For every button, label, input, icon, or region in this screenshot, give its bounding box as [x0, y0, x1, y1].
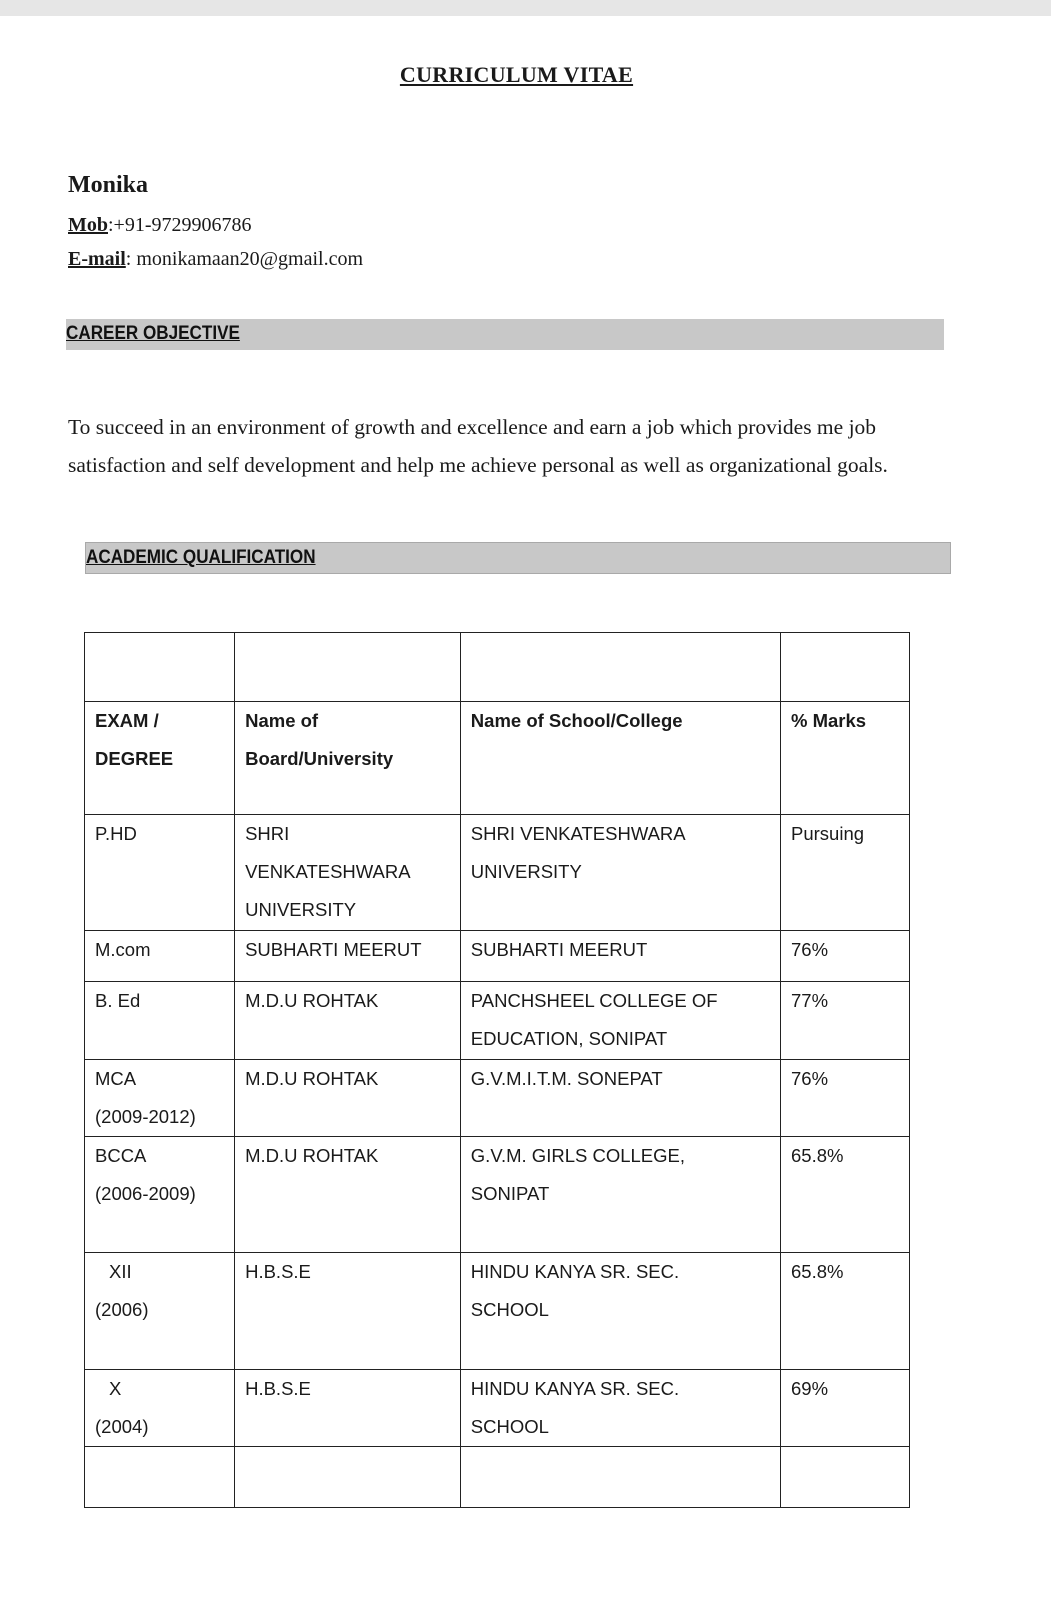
mobile-value: :+91-9729906786	[108, 214, 252, 236]
header-marks: % Marks	[781, 702, 910, 815]
exam-cell: MCA (2009-2012)	[85, 1060, 235, 1137]
career-objective-bar	[66, 319, 944, 350]
header-school: Name of School/College	[460, 702, 780, 815]
exam-cell: XII (2006)	[85, 1253, 235, 1370]
academic-table	[84, 632, 910, 1508]
school-cell: SHRI VENKATESHWARA UNIVERSITY	[460, 815, 780, 931]
mobile-label: Mob	[68, 214, 108, 236]
candidate-name: Monika	[68, 172, 149, 198]
table-row	[85, 982, 910, 1060]
email-value: : monikamaan20@gmail.com	[125, 248, 364, 270]
marks-cell: 65.8%	[781, 1137, 910, 1253]
header-exam: EXAM / DEGREE	[85, 702, 235, 815]
exam-cell: B. Ed	[85, 982, 235, 1060]
table-row	[85, 1370, 910, 1447]
board-cell: SUBHARTI MEERUT	[235, 931, 461, 982]
exam-cell: BCCA (2006-2009)	[85, 1137, 235, 1253]
school-cell: HINDU KANYA SR. SEC. SCHOOL	[460, 1253, 780, 1370]
academic-qualification-bar	[85, 542, 951, 574]
table-row-empty-bottom	[85, 1447, 910, 1508]
mobile-line	[68, 214, 252, 237]
board-cell: SHRI VENKATESHWARA UNIVERSITY	[235, 815, 461, 931]
marks-cell: 76%	[781, 1060, 910, 1137]
exam-cell: X (2004)	[85, 1370, 235, 1447]
email-label: E-mail	[68, 248, 126, 270]
school-cell: HINDU KANYA SR. SEC. SCHOOL	[460, 1370, 780, 1447]
board-cell: H.B.S.E	[235, 1253, 461, 1370]
cv-page	[0, 16, 1051, 1600]
board-cell: M.D.U ROHTAK	[235, 982, 461, 1060]
table-row-empty-top	[85, 633, 910, 702]
marks-cell: 65.8%	[781, 1253, 910, 1370]
table-header-row	[85, 702, 910, 815]
table-row	[85, 815, 910, 931]
school-cell: G.V.M. GIRLS COLLEGE, SONIPAT	[460, 1137, 780, 1253]
school-cell: PANCHSHEEL COLLEGE OF EDUCATION, SONIPAT	[460, 982, 780, 1060]
career-objective-heading: CAREER OBJECTIVE	[66, 323, 240, 344]
marks-cell: 77%	[781, 982, 910, 1060]
board-cell: H.B.S.E	[235, 1370, 461, 1447]
email-line	[68, 248, 363, 271]
school-cell: G.V.M.I.T.M. SONEPAT	[460, 1060, 780, 1137]
marks-cell: 69%	[781, 1370, 910, 1447]
career-objective-text: To succeed in an environment of growth and excellence and earn a job which provides me job satisfaction and self development and help me achieve personal as well as organizational goals.	[68, 415, 888, 477]
table-row	[85, 1060, 910, 1137]
table-row	[85, 1137, 910, 1253]
board-cell: M.D.U ROHTAK	[235, 1137, 461, 1253]
table-row	[85, 1253, 910, 1370]
header-board: Name of Board/University	[235, 702, 461, 815]
exam-cell: M.com	[85, 931, 235, 982]
marks-cell: 76%	[781, 931, 910, 982]
document-title: CURRICULUM VITAE	[399, 62, 634, 87]
exam-cell: P.HD	[85, 815, 235, 931]
school-cell: SUBHARTI MEERUT	[460, 931, 780, 982]
board-cell: M.D.U ROHTAK	[235, 1060, 461, 1137]
viewer-top-bar	[0, 0, 1051, 16]
academic-qualification-heading: ACADEMIC QUALIFICATION	[86, 547, 316, 568]
marks-cell: Pursuing	[781, 815, 910, 931]
table-row	[85, 931, 910, 982]
